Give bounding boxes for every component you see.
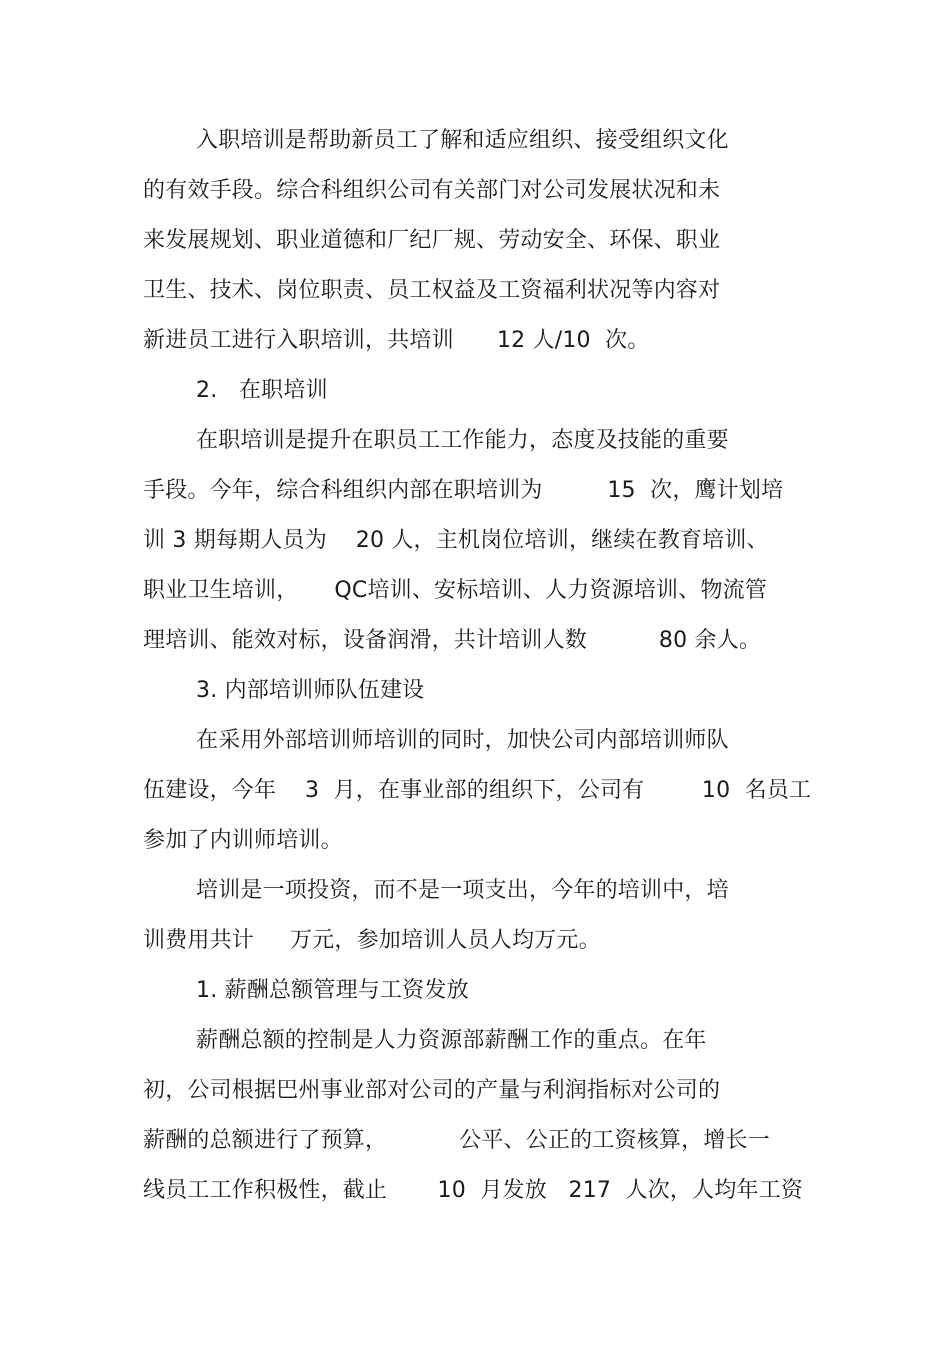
paragraph-line: 的有效手段。综合科组织公司有关部门对公司发展状况和未: [143, 178, 721, 203]
paragraph-line: 来发展规划、职业道德和厂纪厂规、劳动安全、环保、职业: [143, 228, 721, 253]
section-heading: 2. 在职培训: [196, 378, 328, 403]
paragraph-line: 参加了内训师培训。: [143, 828, 343, 853]
paragraph-line: 手段。今年，综合科组织内部在职培训为 15 次，鹰计划培: [143, 478, 784, 503]
paragraph-line: 培训是一项投资，而不是一项支出，今年的培训中，培: [196, 878, 729, 903]
paragraph-line: 新进员工进行入职培训，共培训 12 人/10 次。: [143, 328, 650, 353]
paragraph-line: 理培训、能效对标，设备润滑，共计培训人数 80 余人。: [143, 628, 762, 653]
paragraph-line: 薪酬总额的控制是人力资源部薪酬工作的重点。在年: [196, 1028, 707, 1053]
paragraph-line: 职业卫生培训， QC培训、安标培训、人力资源培训、物流管: [143, 578, 768, 603]
paragraph-line: 伍建设，今年 3 月，在事业部的组织下，公司有 10 名员工: [143, 778, 812, 803]
section-heading: 1. 薪酬总额管理与工资发放: [196, 978, 469, 1003]
paragraph-line: 薪酬的总额进行了预算， 公平、公正的工资核算，增长一: [143, 1128, 770, 1153]
paragraph-line: 在职培训是提升在职员工工作能力，态度及技能的重要: [196, 428, 729, 453]
paragraph-line: 入职培训是帮助新员工了解和适应组织、接受组织文化: [196, 128, 729, 153]
paragraph-line: 训 3 期每期人员为 20 人，主机岗位培训，继续在教育培训、: [143, 528, 769, 553]
section-heading: 3. 内部培训师队伍建设: [196, 678, 425, 703]
paragraph-line: 卫生、技术、岗位职责、员工权益及工资福利状况等内容对: [143, 278, 721, 303]
paragraph-line: 线员工工作积极性，截止 10 月发放 217 人次，人均年工资: [143, 1178, 804, 1203]
paragraph-line: 初，公司根据巴州事业部对公司的产量与利润指标对公司的: [143, 1078, 721, 1103]
paragraph-line: 在采用外部培训师培训的同时，加快公司内部培训师队: [196, 728, 729, 753]
paragraph-line: 训费用共计 万元，参加培训人员人均万元。: [143, 928, 601, 953]
